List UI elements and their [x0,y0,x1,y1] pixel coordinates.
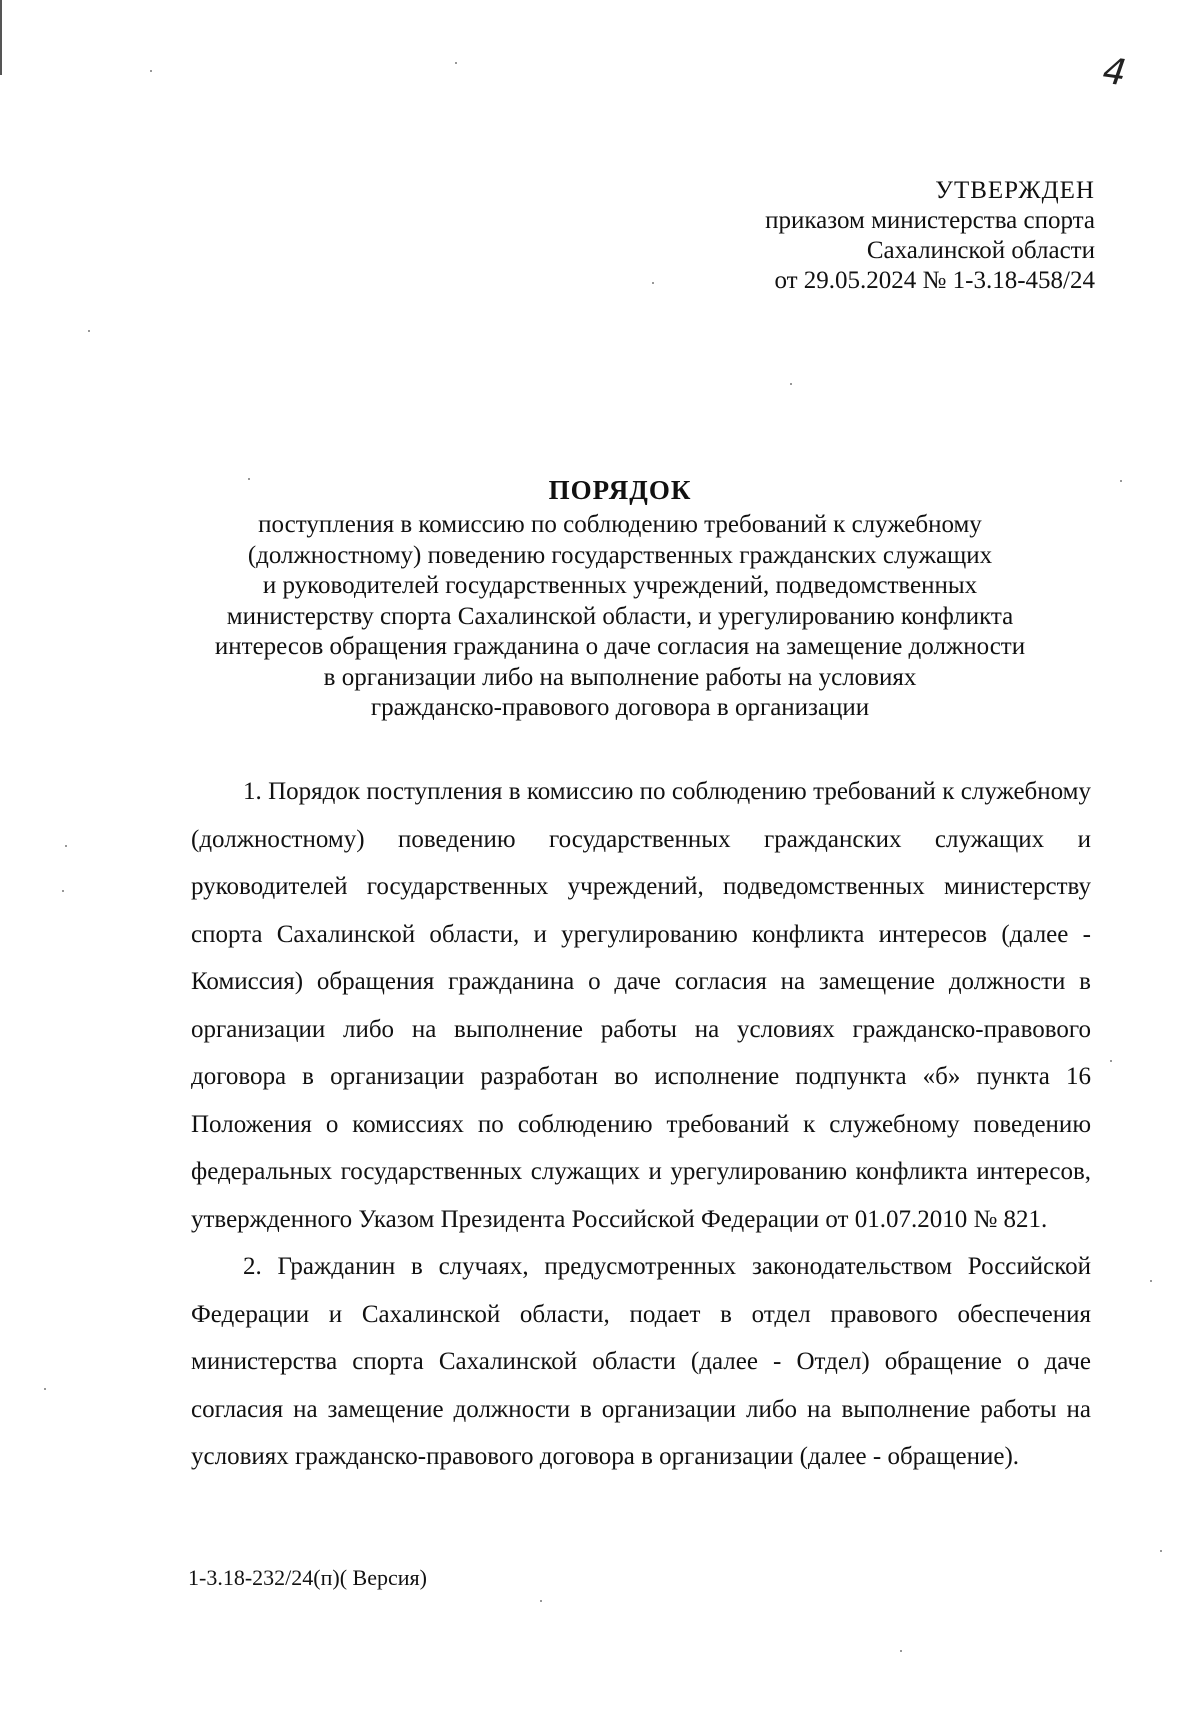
scan-speck [65,845,67,847]
paragraph-2: 2. Гражданин в случаях, предусмотренных законодательством Российской Федерации и Сахалинской области, подает в отдел правового обеспечения министерства спорта Сахалинской области (далее - Отдел) обращение о даче согласия на замещение должности в организации либо на выполнение работы на условиях гражданско-правового договора в организации (далее - обращение). [191,1253,1091,1470]
paragraph-1: 1. Порядок поступления в комиссию по соблюдению требований к служебному (должностному) поведению государственных гражданских служащих и руководителей государственных учреждений, подведомственных министерству спорта Сахалинской области, и урегулированию конфликта интересов (далее - Комиссия) обращения гражданина о даче согласия на замещение должности в организации либо на выполнение работы на условиях гражданско-правового договора в организации разработан во исполнение подпункта «б» пункта 16 Положения о комиссиях по соблюдению требований к служебному поведению федеральных государственных служащих и урегулированию конфликта интересов, утвержденного Указом Президента Российской Федерации от 01.07.2010 № 821. [191,778,1091,1233]
scan-speck [62,890,64,892]
title-line: министерству спорта Сахалинской области, и урегулированию конфликта [226,602,1014,630]
document-footer-code: 1-3.18-232/24(п)( Версия) [188,1565,427,1590]
scan-speck [1150,1280,1152,1282]
title-line: гражданско-правового договора в организации [370,694,870,721]
title-line: и руководителей государственных учреждений, подведомственных [262,572,978,599]
title-line: поступления в комиссию по соблюдению требований к служебному [258,511,982,538]
scan-speck [1110,1060,1112,1062]
scan-speck [1160,1550,1162,1552]
title-line: в организации либо на выполнение работы на условиях [323,663,917,691]
document-title-block [170,475,1070,724]
approval-line-1: приказом министерства спорта [765,207,1095,234]
scan-speck [455,62,457,64]
scan-speck [540,1600,542,1602]
scan-speck [44,1388,46,1390]
handwritten-page-number: 4 [1100,50,1129,95]
approval-line-3: от 29.05.2024 № 1-3.18-458/24 [774,267,1095,294]
scan-speck [150,70,152,72]
scan-speck [88,330,90,332]
scan-speck [1120,480,1122,482]
approval-stamp-block [765,176,1095,296]
scan-speck [652,282,654,284]
title-line: (должностному) поведению государственных гражданских служащих [247,541,993,569]
document-body [191,768,1091,1481]
scan-speck [248,478,250,480]
scan-edge [0,0,2,75]
approval-line-2: Сахалинской области [866,237,1095,264]
title-line: интересов обращения гражданина о даче согласия на замещение должности [214,633,1026,660]
scan-speck [790,383,792,385]
document-heading: ПОРЯДОК [548,475,692,505]
approved-label: УТВЕРЖДЕН [935,177,1095,204]
scan-speck [900,1650,902,1652]
